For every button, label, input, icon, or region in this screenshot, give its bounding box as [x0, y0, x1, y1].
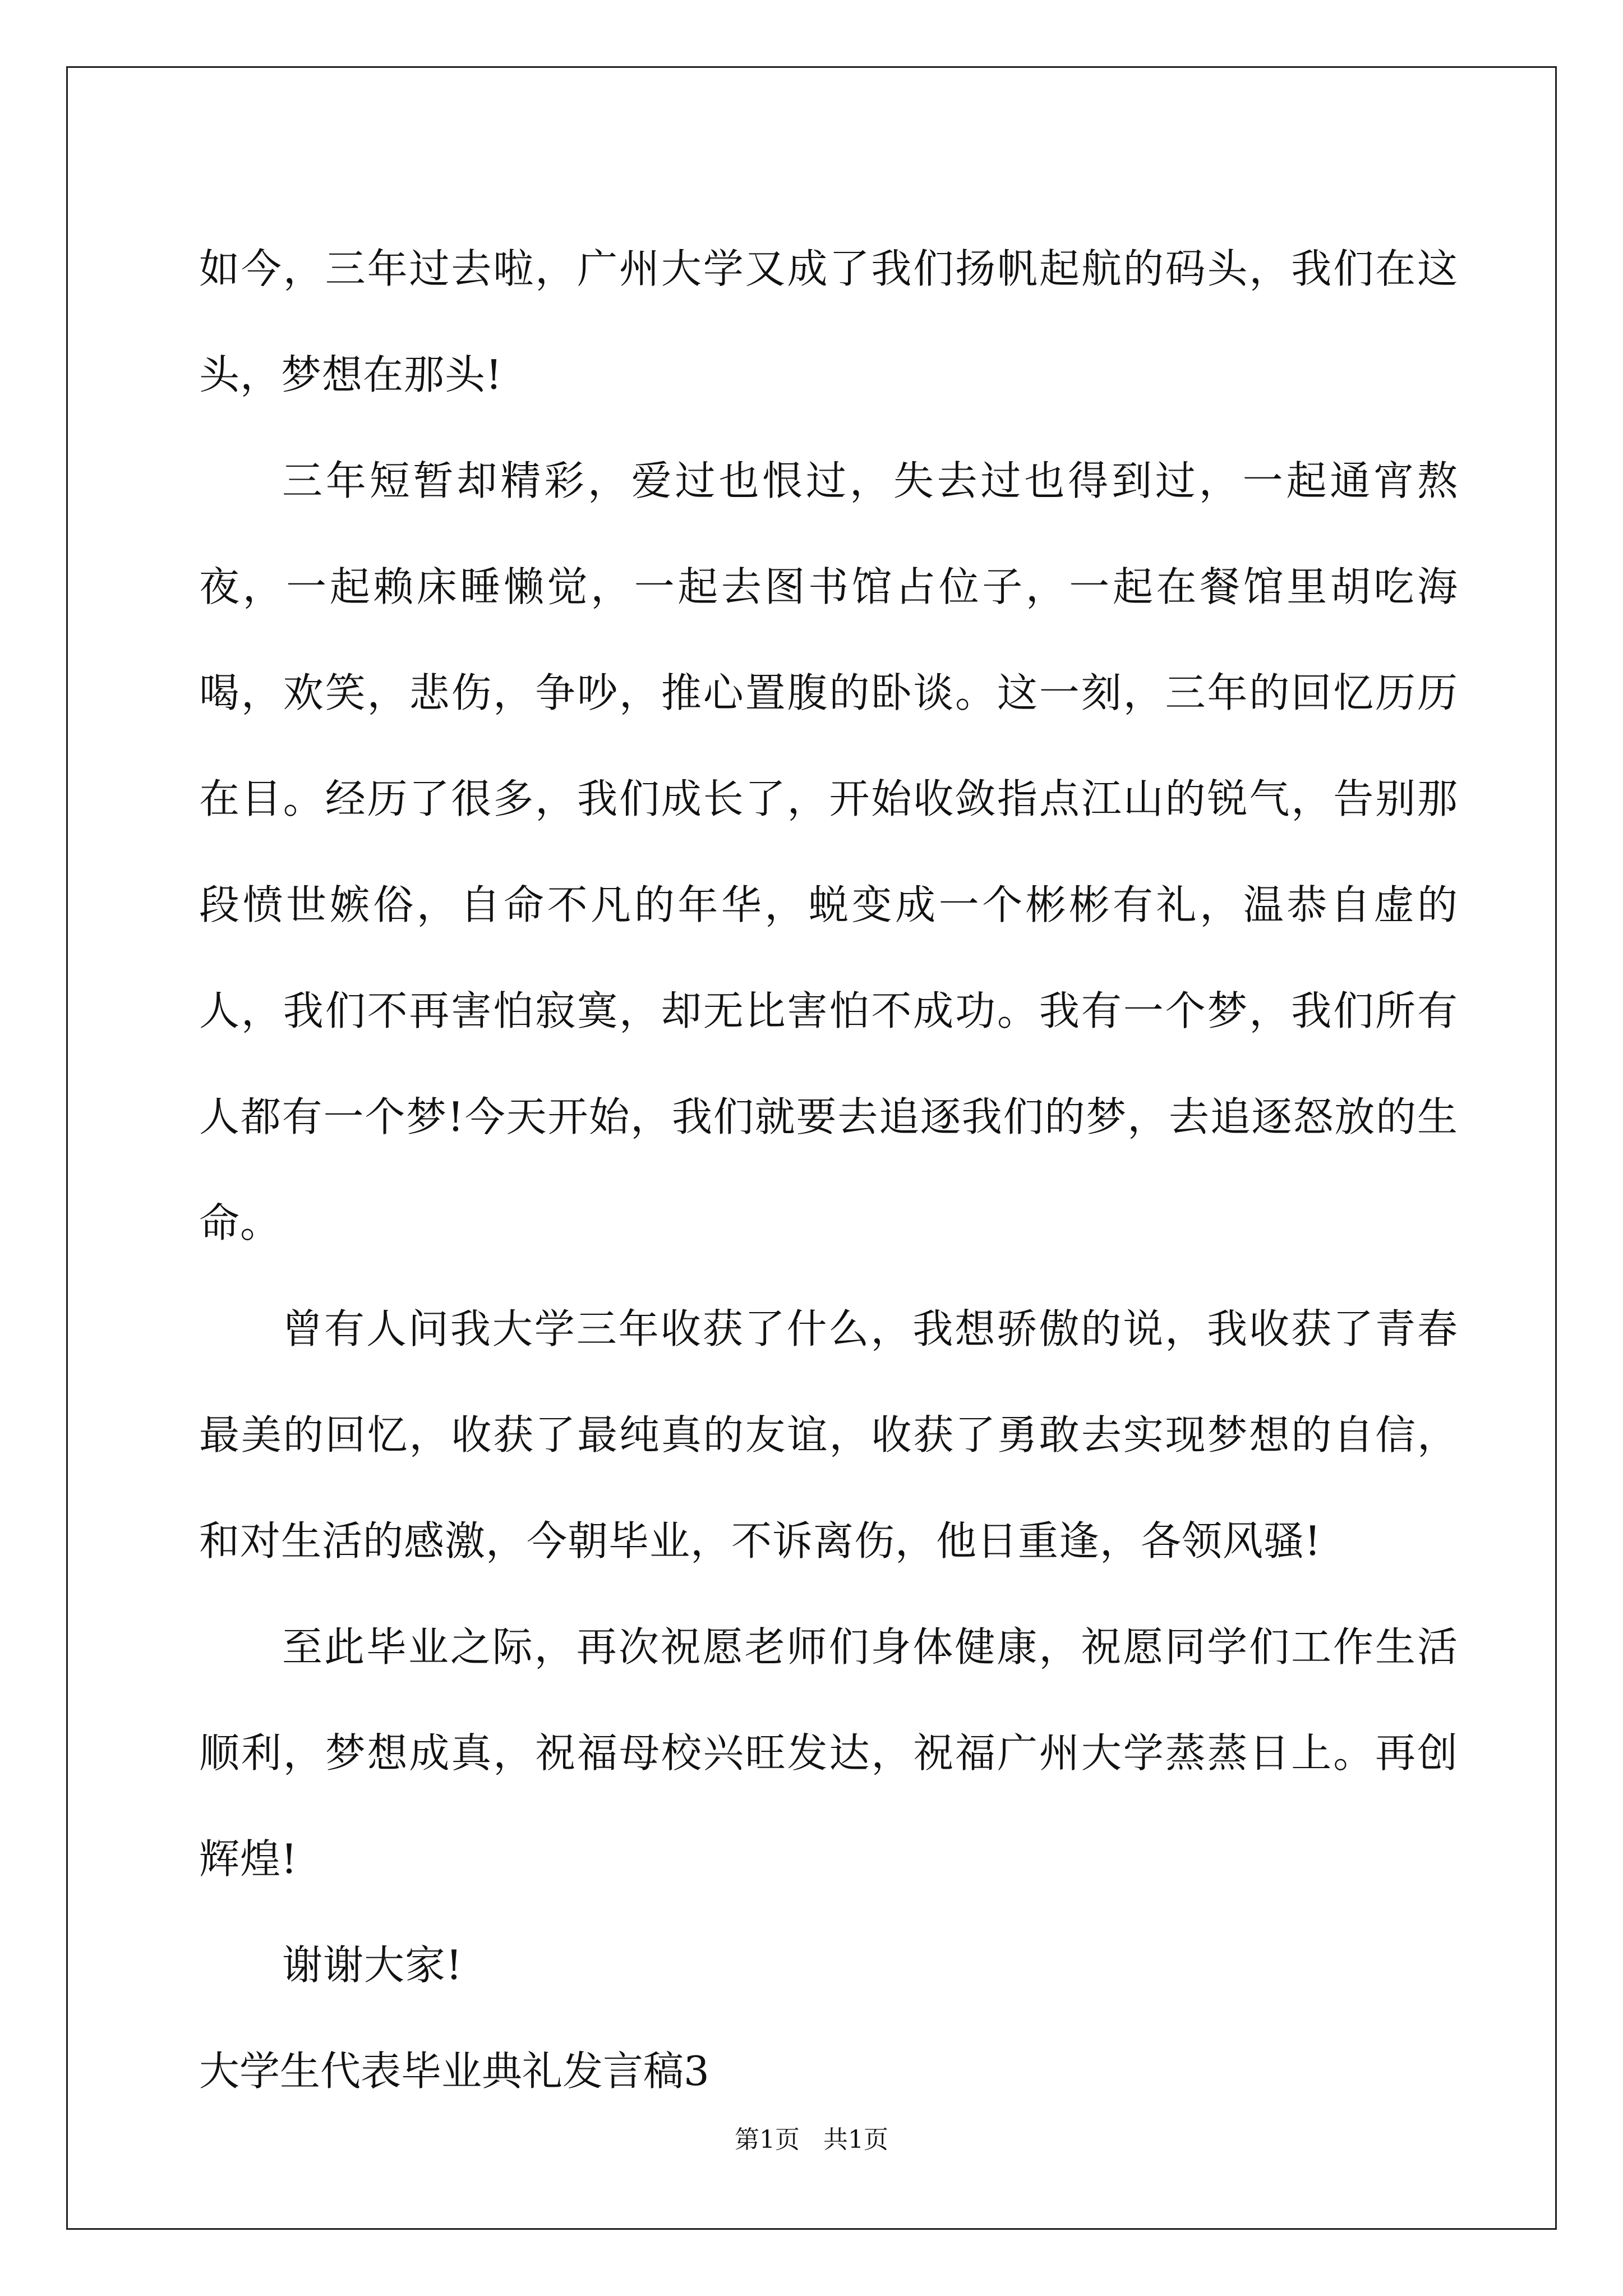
page-number-current: 第1页 — [735, 2125, 800, 2154]
page-footer — [0, 2123, 1623, 2157]
paragraph-harvest: 曾有人问我大学三年收获了什么，我想骄傲的说，我收获了青春最美的回忆，收获了最纯真的友谊，收获了勇敢去实现梦想的自信，和对生活的感激，今朝毕业，不诉离伤，他日重逢，各领风骚! — [199, 1305, 1458, 1565]
paragraph-memories: 三年短暂却精彩，爱过也恨过，失去过也得到过，一起通宵熬夜，一起赖床睡懒觉，一起去图书馆占位子，一起在餐馆里胡吃海喝，欢笑，悲伤，争吵，推心置腹的卧谈。这一刻，三年的回忆历历在目。经历了很多，我们成长了，开始收敛指点江山的锐气，告别那段愤世嫉俗，自命不凡的年华，蜕变成一个彬彬有礼，温恭自虚的人，我们不再害怕寂寞，却无比害怕不成功。我有一个梦，我们所有人都有一个梦!今天开始，我们就要去追逐我们的梦，去追逐怒放的生命。 — [199, 457, 1458, 1246]
paragraph-wishes: 至此毕业之际，再次祝愿老师们身体健康，祝愿同学们工作生活顺利，梦想成真，祝福母校兴旺发达，祝福广州大学蒸蒸日上。再创辉煌! — [199, 1623, 1458, 1883]
paragraph-opening: 如今，三年过去啦，广州大学又成了我们扬帆起航的码头，我们在这头，梦想在那头! — [199, 245, 1458, 398]
document-body — [199, 216, 1458, 2124]
paragraph-thanks: 谢谢大家! — [282, 1941, 463, 1989]
section-heading: 大学生代表毕业典礼发言稿3 — [199, 2047, 709, 2095]
page-number-total: 共1页 — [823, 2125, 888, 2154]
